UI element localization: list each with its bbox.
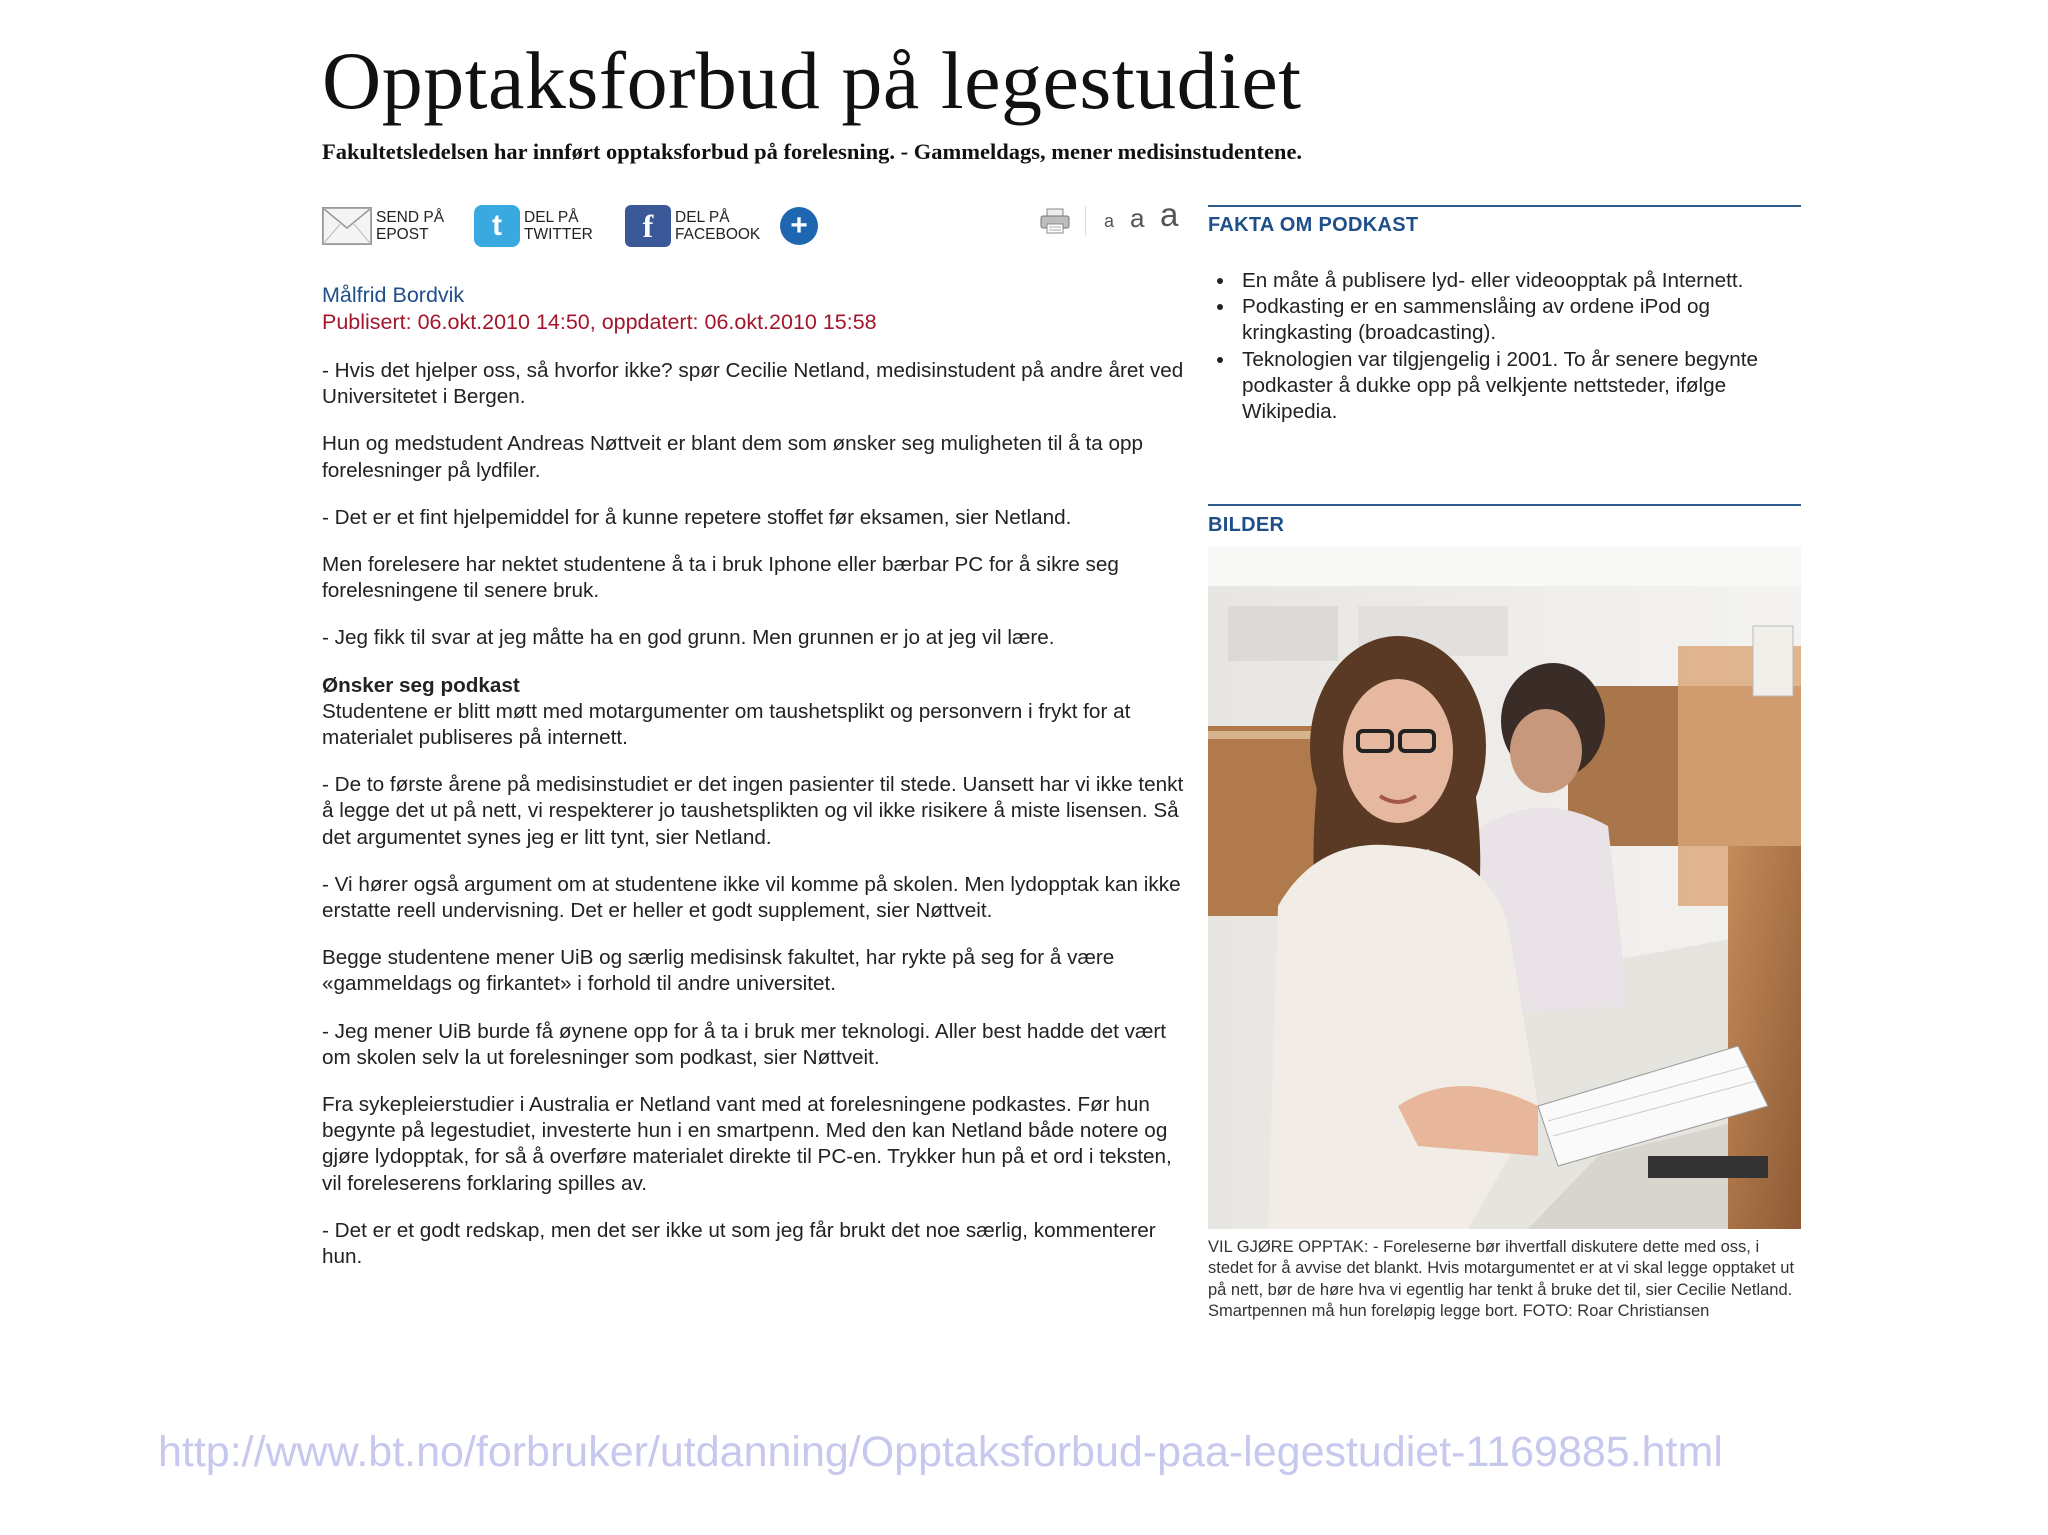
article-paragraph: - Vi hører også argument om at studentene ikke vil komme på skolen. Men lydopptak kan ikke erstatte reell undervisning. Det er heller et godt supplement, sier Nøttveit. [322, 872, 1181, 923]
plus-icon: + [790, 209, 808, 242]
share-twitter-label: DEL PÅ TWITTER [524, 209, 593, 243]
author-link[interactable]: Målfrid Bordvik [322, 283, 465, 307]
article-paragraph: - De to første årene på medisinstudiet er det ingen pasienter til stede. Uansett har vi ikke tenkt å legge det ut på nett, vi respekterer jo taushetsplikten og vil ikke risikere å miste lisensen. Så det argumentet synes jeg er litt tynt, sier Netland. [322, 773, 1184, 849]
facts-list [1208, 268, 1798, 425]
share-email-label: SEND PÅ EPOST [376, 209, 445, 243]
article-photo[interactable] [1208, 546, 1801, 1229]
facts-heading: FAKTA OM PODKAST [1208, 214, 1419, 236]
article-body [322, 358, 1187, 1291]
facebook-icon: f [625, 205, 671, 247]
article-paragraph: - Hvis det hjelper oss, så hvorfor ikke? spør Cecilie Netland, medisinstudent på andre året ved Universitetet i Bergen. [322, 359, 1184, 409]
article-subtitle: Fakultetsledelsen har innført opptaksforbud på forelesning. - Gammeldags, mener medisinstudentene. [322, 139, 1303, 164]
share-facebook-label: DEL PÅ FACEBOOK [675, 209, 761, 243]
article-paragraph: - Jeg mener UiB burde få øynene opp for å ta i bruk mer teknologi. Aller best hadde det vært om skolen selv la ut forelesninger som podkast, sier Nøttveit. [322, 1019, 1167, 1069]
article-paragraph: - Det er et fint hjelpemiddel for å kunne repetere stoffet før eksamen, sier Netland. [322, 505, 1072, 529]
article-paragraph: Studentene er blitt møtt med motargumenter om taushetsplikt og personvern i frykt for at materialet publiseres på internett. [322, 699, 1131, 750]
article-paragraph: - Det er et godt redskap, men det ser ikke ut som jeg får brukt det noe særlig, kommenterer hun. [322, 1218, 1156, 1269]
font-size-small-button[interactable]: a [1104, 211, 1115, 231]
printer-icon[interactable] [1040, 208, 1070, 234]
article-section [322, 673, 1187, 752]
facts-item: • Podkasting er en sammenslåing av ordene iPod og kringkasting (broadcasting). [1236, 294, 1798, 346]
photo-caption: VIL GJØRE OPPTAK: - Foreleserne bør ihvertfall diskutere dette med oss, i stedet for å avvise det blankt. Hvis motargumentet er at vi skal legge opptaket ut på nett, bør de høre hva vi egentlig har tenkt å bruke det til, sier Cecilie Netland. Smartpennen må hun foreløpig legge bort. FOTO: Roar Christiansen [1208, 1238, 1795, 1321]
toolbar-divider [1085, 206, 1086, 236]
article-paragraph: Fra sykepleierstudier i Australia er Netland vant med at forelesningene podkastes. Før hun begynte på legestudiet, investerte hun i en smartpenn. Med den kan Netland både notere og gjøre lydopptak, for så å overføre materialet direkte til PC-en. Trykker hun på et ord i teksten, vil foreleserens forklaring spilles av. [322, 1093, 1172, 1195]
published-date: Publisert: 06.okt.2010 14:50, oppdatert: 06.okt.2010 15:58 [322, 310, 877, 334]
envelope-icon [322, 207, 372, 245]
article-paragraph: Begge studentene mener UiB og særlig medisinsk fakultet, har rykte på seg for å være «gammeldags og firkantet» i forhold til andre universitet. [322, 946, 1115, 996]
article-paragraph: - Jeg fikk til svar at jeg måtte ha en god grunn. Men grunnen er jo at jeg vil lære. [322, 626, 1055, 650]
article-subheading: Ønsker seg podkast [322, 673, 520, 697]
font-size-large-button[interactable]: a [1160, 196, 1179, 233]
share-twitter-button[interactable] [474, 203, 593, 249]
images-divider [1208, 504, 1801, 506]
images-heading: BILDER [1208, 514, 1285, 536]
source-url-link[interactable]: http://www.bt.no/forbruker/utdanning/Opptaksforbud-paa-legestudiet-1169885.html [158, 1428, 1723, 1476]
font-size-medium-button[interactable]: a [1130, 203, 1145, 233]
facts-divider [1208, 205, 1801, 207]
facts-item: • Teknologien var tilgjengelig i 2001. To år senere begynte podkaster å dukke opp på velkjente nettsteder, ifølge Wikipedia. [1236, 347, 1798, 426]
share-email-button[interactable] [322, 203, 444, 249]
more-share-button[interactable] [780, 207, 818, 245]
article-paragraph: Men forelesere har nektet studentene å ta i bruk Iphone eller bærbar PC for å sikre seg forelesningene til senere bruk. [322, 553, 1119, 603]
twitter-icon: t [474, 205, 520, 247]
facts-item: • En måte å publisere lyd- eller videoopptak på Internett. [1236, 268, 1798, 294]
article-paragraph: Hun og medstudent Andreas Nøttveit er blant dem som ønsker seg muligheten til å ta opp forelesninger på lydfiler. [322, 432, 1144, 482]
share-facebook-button[interactable] [625, 203, 760, 249]
article-title: Opptaksforbud på legestudiet [322, 35, 1302, 126]
